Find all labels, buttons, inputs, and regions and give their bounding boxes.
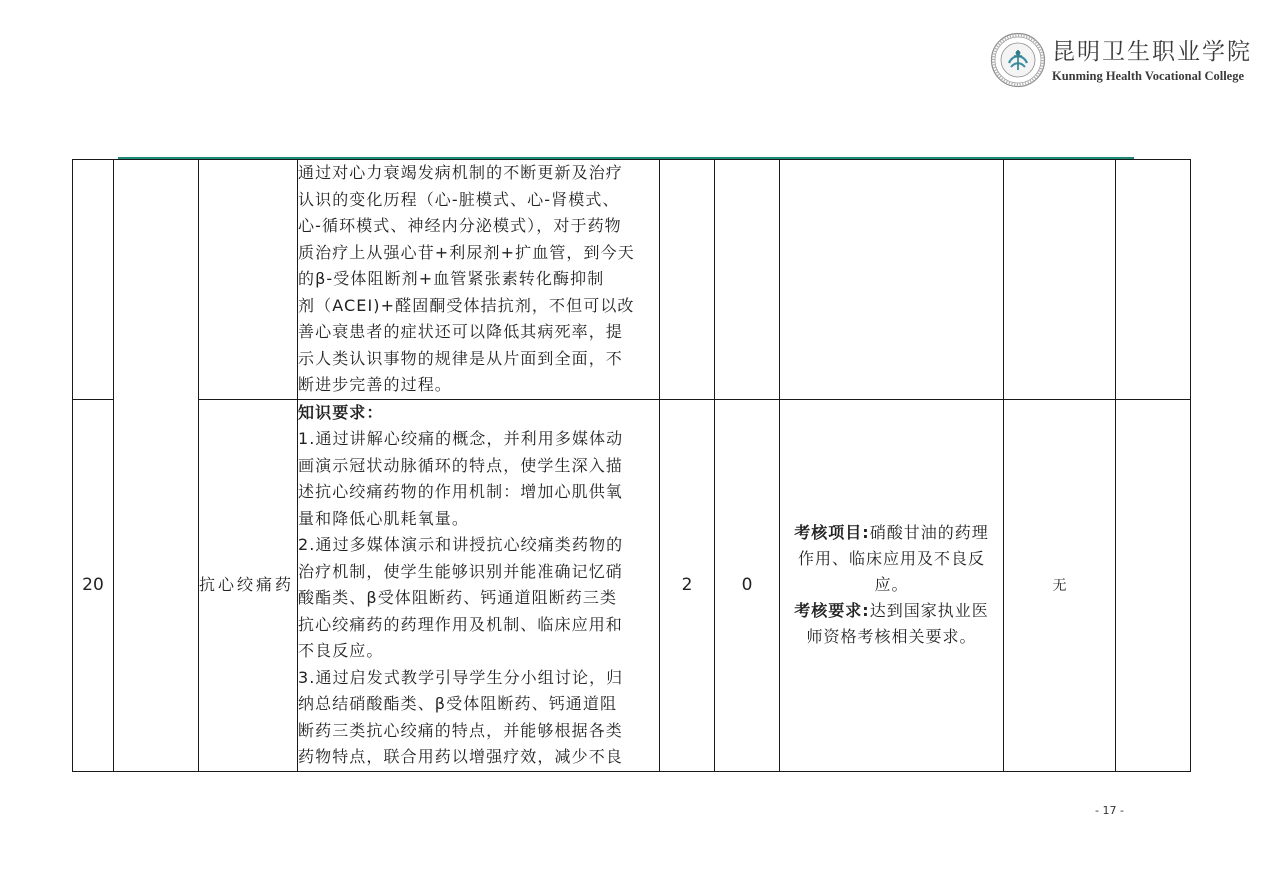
assessment-item-text: 作用、临床应用及不良反 (797, 549, 985, 568)
assessment-req-text: 师资格考核相关要求。 (806, 627, 977, 646)
remark-cell (1116, 160, 1191, 400)
content-line: 的β-受体阻断剂+血管紧张素转化酶抑制 (298, 269, 605, 288)
practice-hours-cell (715, 160, 780, 400)
prerequisite-cell (1004, 160, 1116, 400)
content-line: 3.通过启发式教学引导学生分小组讨论，归 (298, 667, 624, 687)
theory-hours: 2 (660, 399, 715, 771)
assessment-req-label: 考核要求: (794, 601, 870, 620)
table-row (73, 160, 1191, 400)
college-logo (990, 30, 1252, 88)
content-line: 心-循环模式、神经内分泌模式），对于药物 (298, 216, 622, 235)
assessment-requirement (780, 598, 1003, 624)
assessment-cell (780, 399, 1004, 771)
college-name-cn: 昆明卫生职业学院 (1052, 39, 1252, 65)
college-name-en: Kunming Health Vocational College (1052, 69, 1245, 83)
knowledge-heading: 知识要求： (298, 402, 384, 422)
content-cell (298, 399, 660, 771)
college-seal-icon (990, 32, 1046, 88)
content-line: 善心衰患者的症状还可以降低其病死率，提 (298, 322, 623, 341)
number-cell (73, 160, 114, 400)
assessment-item-label: 考核项目: (794, 523, 870, 542)
prerequisite: 无 (1004, 399, 1116, 771)
content-line: 述抗心绞痛药物的作用机制：增加心肌供氧 (298, 482, 623, 501)
topic-cell (199, 160, 298, 400)
table-row (73, 399, 1191, 771)
content-line: 治疗机制，使学生能够识别并能准确记忆硝 (298, 561, 623, 581)
content-line: 质治疗上从强心苷+利尿剂+扩血管，到今天 (298, 242, 635, 262)
content-line: 断药三类抗心绞痛的特点，并能够根据各类 (298, 720, 623, 740)
content-line: 认识的变化历程（心-脏模式、心-肾模式、 (298, 189, 620, 209)
content-cell (298, 160, 660, 400)
content-line: 1.通过讲解心绞痛的概念，并利用多媒体动 (298, 429, 624, 448)
practice-hours: 0 (715, 399, 780, 771)
content-line: 画演示冠状动脉循环的特点，使学生深入描 (298, 455, 623, 475)
row-number: 20 (73, 399, 114, 771)
syllabus-table (72, 159, 1191, 772)
assessment-cell (780, 160, 1004, 400)
assessment-req-text: 达到国家执业医 (869, 601, 989, 620)
theory-hours-cell (660, 160, 715, 400)
content-line: 抗心绞痛药的药理作用及机制、临床应用和 (298, 614, 623, 634)
topic-name: 抗心绞痛药 (199, 399, 298, 771)
content-line: 药物特点，联合用药以增强疗效，减少不良 (298, 747, 623, 766)
content-line: 2.通过多媒体演示和讲授抗心绞痛类药物的 (298, 535, 624, 554)
content-line: 通过对心力衰竭发病机制的不断更新及治疗 (298, 163, 623, 182)
page-number: - 17 - (1095, 804, 1124, 817)
assessment-item-text: 应。 (874, 575, 909, 594)
content-line: 酸酯类、β受体阻断药、钙通道阻断药三类 (298, 588, 618, 607)
content-line: 示人类认识事物的规律是从片面到全面，不 (298, 348, 623, 368)
chapter-cell (114, 160, 199, 772)
assessment-item (780, 520, 1003, 546)
assessment-item-text: 硝酸甘油的药理 (869, 523, 989, 542)
content-line: 不良反应。 (298, 641, 384, 660)
content-line: 纳总结硝酸酯类、β受体阻断药、钙通道阻 (298, 694, 618, 713)
content-line: 断进步完善的过程。 (298, 375, 452, 394)
remark-cell (1116, 399, 1191, 771)
content-line: 量和降低心肌耗氧量。 (298, 508, 470, 528)
content-line: 剂（ACEI)+醛固酮受体拮抗剂，不但可以改 (298, 295, 635, 315)
